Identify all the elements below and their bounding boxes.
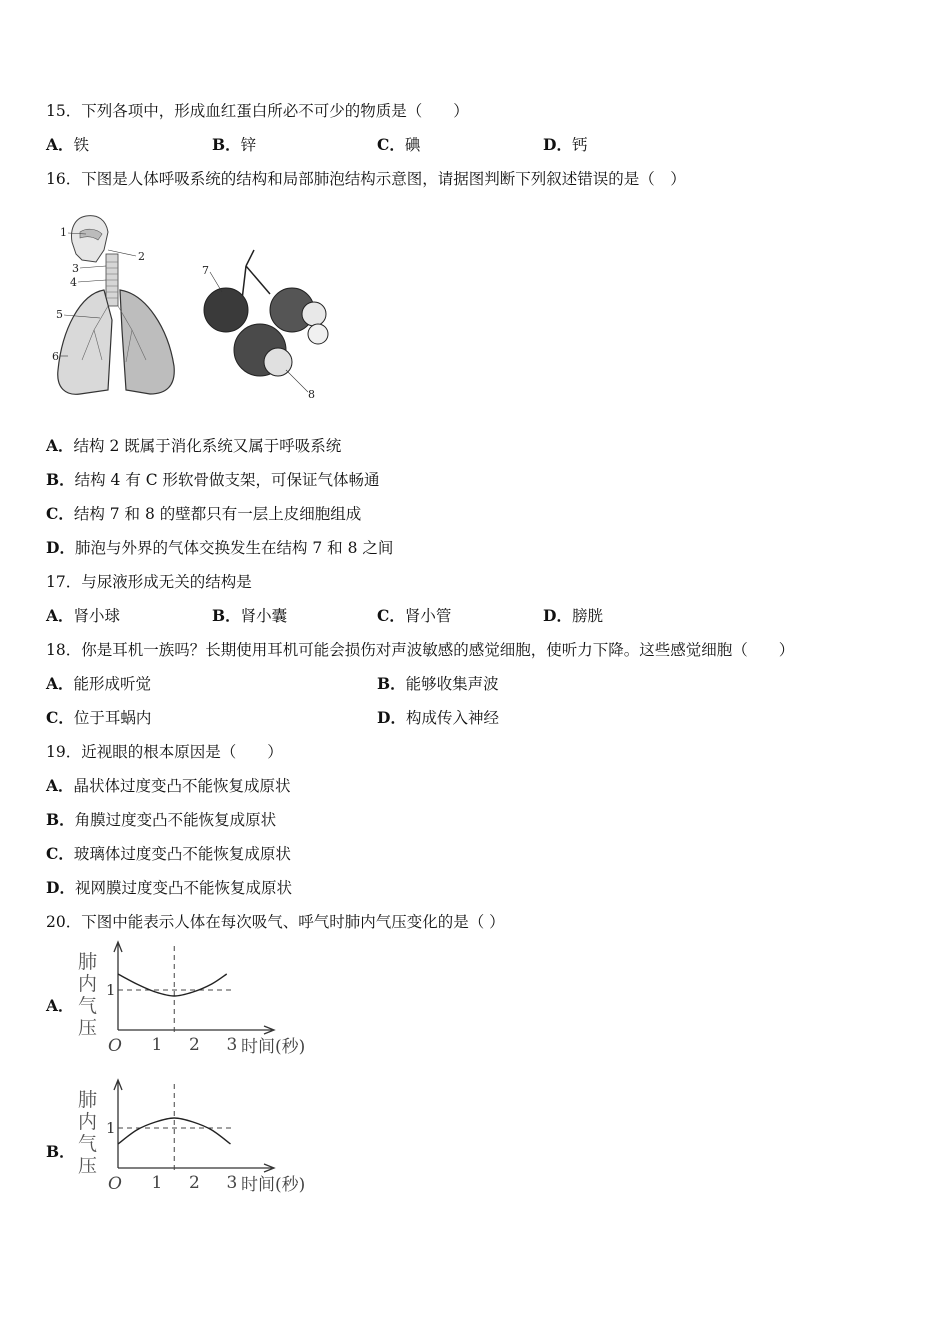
option-label: D． — [543, 606, 572, 625]
option-label: A． — [46, 135, 74, 154]
option-label: A． — [46, 606, 74, 625]
q18-option-d[interactable] — [377, 707, 499, 729]
y-axis-label-char: 肺 — [78, 1089, 98, 1111]
option-label: C． — [46, 844, 74, 863]
option-label: A． — [46, 776, 74, 795]
option-label: C． — [377, 606, 405, 625]
label-2: 2 — [138, 250, 145, 263]
q18-option-c[interactable] — [46, 707, 151, 729]
x-tick-label: 3 — [226, 1173, 238, 1193]
option-text: 晶状体过度变凸不能恢复成原状 — [73, 777, 291, 795]
option-text: 结构 2 既属于消化系统又属于呼吸系统 — [73, 437, 342, 455]
label-5: 5 — [56, 308, 63, 321]
option-text: 角膜过度变凸不能恢复成原状 — [74, 811, 277, 829]
option-text: 能够收集声波 — [405, 675, 499, 693]
head-outline — [72, 216, 108, 262]
respiratory-system-figure — [46, 210, 336, 410]
q15-option-d[interactable] — [543, 134, 587, 156]
q18-option-a[interactable] — [46, 673, 151, 695]
q16-option-b[interactable] — [46, 469, 380, 491]
q19-option-d[interactable] — [46, 877, 292, 899]
question-19-stem: 19．近视眼的根本原因是（ ） — [46, 743, 283, 761]
option-label: A． — [46, 996, 74, 1015]
label-6: 6 — [52, 350, 59, 363]
x-tick-label: 1 — [151, 1173, 163, 1193]
y-axis-label-char: 内 — [78, 1111, 98, 1133]
option-label: C． — [46, 504, 74, 523]
option-label: A． — [46, 436, 74, 455]
option-label: A． — [46, 674, 74, 693]
q20-option-a[interactable] — [46, 995, 74, 1017]
q16-option-c[interactable] — [46, 503, 361, 525]
x-axis-label: 时间(秒) — [241, 1175, 306, 1195]
option-text: 肾小球 — [73, 607, 121, 625]
option-label: B． — [46, 1142, 75, 1161]
q16-option-d[interactable] — [46, 537, 393, 559]
option-text: 视网膜过度变凸不能恢复成原状 — [74, 879, 292, 897]
label-7: 7 — [202, 264, 209, 277]
q19-option-c[interactable] — [46, 843, 291, 865]
option-text: 肾小囊 — [240, 607, 288, 625]
origin-label: O — [108, 1174, 122, 1194]
y-axis-label-char: 气 — [78, 995, 98, 1017]
option-text: 铁 — [73, 136, 90, 154]
pressure-graph-a — [74, 938, 334, 1068]
q19-option-a[interactable] — [46, 775, 291, 797]
option-text: 位于耳蜗内 — [73, 709, 152, 727]
alveoli-cluster — [204, 250, 328, 376]
q17-option-c[interactable] — [377, 605, 451, 627]
option-label: B． — [212, 135, 241, 154]
q17-option-b[interactable] — [212, 605, 287, 627]
x-axis-label: 时间(秒) — [241, 1037, 306, 1057]
x-tick-label: 2 — [189, 1173, 200, 1193]
q17-option-a[interactable] — [46, 605, 120, 627]
option-text: 结构 7 和 8 的壁都只有一层上皮细胞组成 — [73, 505, 362, 523]
label-8: 8 — [308, 388, 315, 401]
pressure-graph-b — [74, 1076, 334, 1206]
right-lung — [58, 290, 112, 394]
q20-option-b[interactable] — [46, 1141, 75, 1163]
option-label: D． — [543, 135, 572, 154]
option-text: 结构 4 有 C 形软骨做支架，可保证气体畅通 — [74, 471, 380, 489]
q19-option-b[interactable] — [46, 809, 276, 831]
option-label: D． — [46, 878, 75, 897]
y-tick-label: 1 — [106, 981, 116, 999]
q16-option-a[interactable] — [46, 435, 341, 457]
option-label: B． — [46, 810, 75, 829]
q15-option-b[interactable] — [212, 134, 256, 156]
option-text: 锌 — [240, 136, 257, 154]
y-axis-label-char: 压 — [78, 1017, 98, 1039]
y-axis-label-char: 内 — [78, 973, 98, 995]
option-label: B． — [212, 606, 241, 625]
y-axis-label-char: 气 — [78, 1133, 98, 1155]
x-tick-label: 1 — [151, 1035, 163, 1055]
question-15-stem: 15．下列各项中，形成血红蛋白所必不可少的物质是（ ） — [46, 102, 469, 120]
q15-option-c[interactable] — [377, 134, 420, 156]
pressure-curve — [118, 974, 227, 996]
label-3: 3 — [72, 262, 79, 275]
question-18-stem: 18．你是耳机一族吗？长期使用耳机可能会损伤对声波敏感的感觉细胞，使听力下降。这些感觉细胞（ ） — [46, 641, 795, 659]
option-label: B． — [46, 470, 75, 489]
label-4: 4 — [70, 276, 77, 289]
question-17-stem: 17．与尿液形成无关的结构是 — [46, 573, 252, 591]
question-16-stem: 16．下图是人体呼吸系统的结构和局部肺泡结构示意图，请据图判断下列叙述错误的是（ ） — [46, 170, 686, 188]
x-tick-label: 2 — [189, 1035, 200, 1055]
option-text: 肺泡与外界的气体交换发生在结构 7 和 8 之间 — [74, 539, 394, 557]
origin-label: O — [108, 1036, 122, 1056]
option-label: D． — [377, 708, 406, 727]
option-label: D． — [46, 538, 75, 557]
x-tick-label: 3 — [226, 1035, 238, 1055]
option-label: C． — [377, 135, 405, 154]
label-1: 1 — [60, 226, 67, 239]
option-text: 肾小管 — [404, 607, 452, 625]
option-text: 玻璃体过度变凸不能恢复成原状 — [73, 845, 291, 863]
option-text: 膀胱 — [571, 607, 603, 625]
option-text: 能形成听觉 — [73, 675, 152, 693]
left-lung — [120, 290, 174, 394]
y-axis-label-char: 肺 — [78, 951, 98, 973]
q15-option-a[interactable] — [46, 134, 89, 156]
option-label: B． — [377, 674, 406, 693]
question-20-stem: 20．下图中能表示人体在每次吸气、呼气时肺内气压变化的是（ ） — [46, 913, 505, 931]
option-text: 碘 — [404, 136, 421, 154]
option-label: C． — [46, 708, 74, 727]
q17-option-d[interactable] — [543, 605, 603, 627]
y-tick-label: 1 — [106, 1119, 116, 1137]
option-text: 构成传入神经 — [405, 709, 499, 727]
option-text: 钙 — [571, 136, 588, 154]
y-axis-label-char: 压 — [78, 1155, 98, 1177]
q18-option-b[interactable] — [377, 673, 499, 695]
